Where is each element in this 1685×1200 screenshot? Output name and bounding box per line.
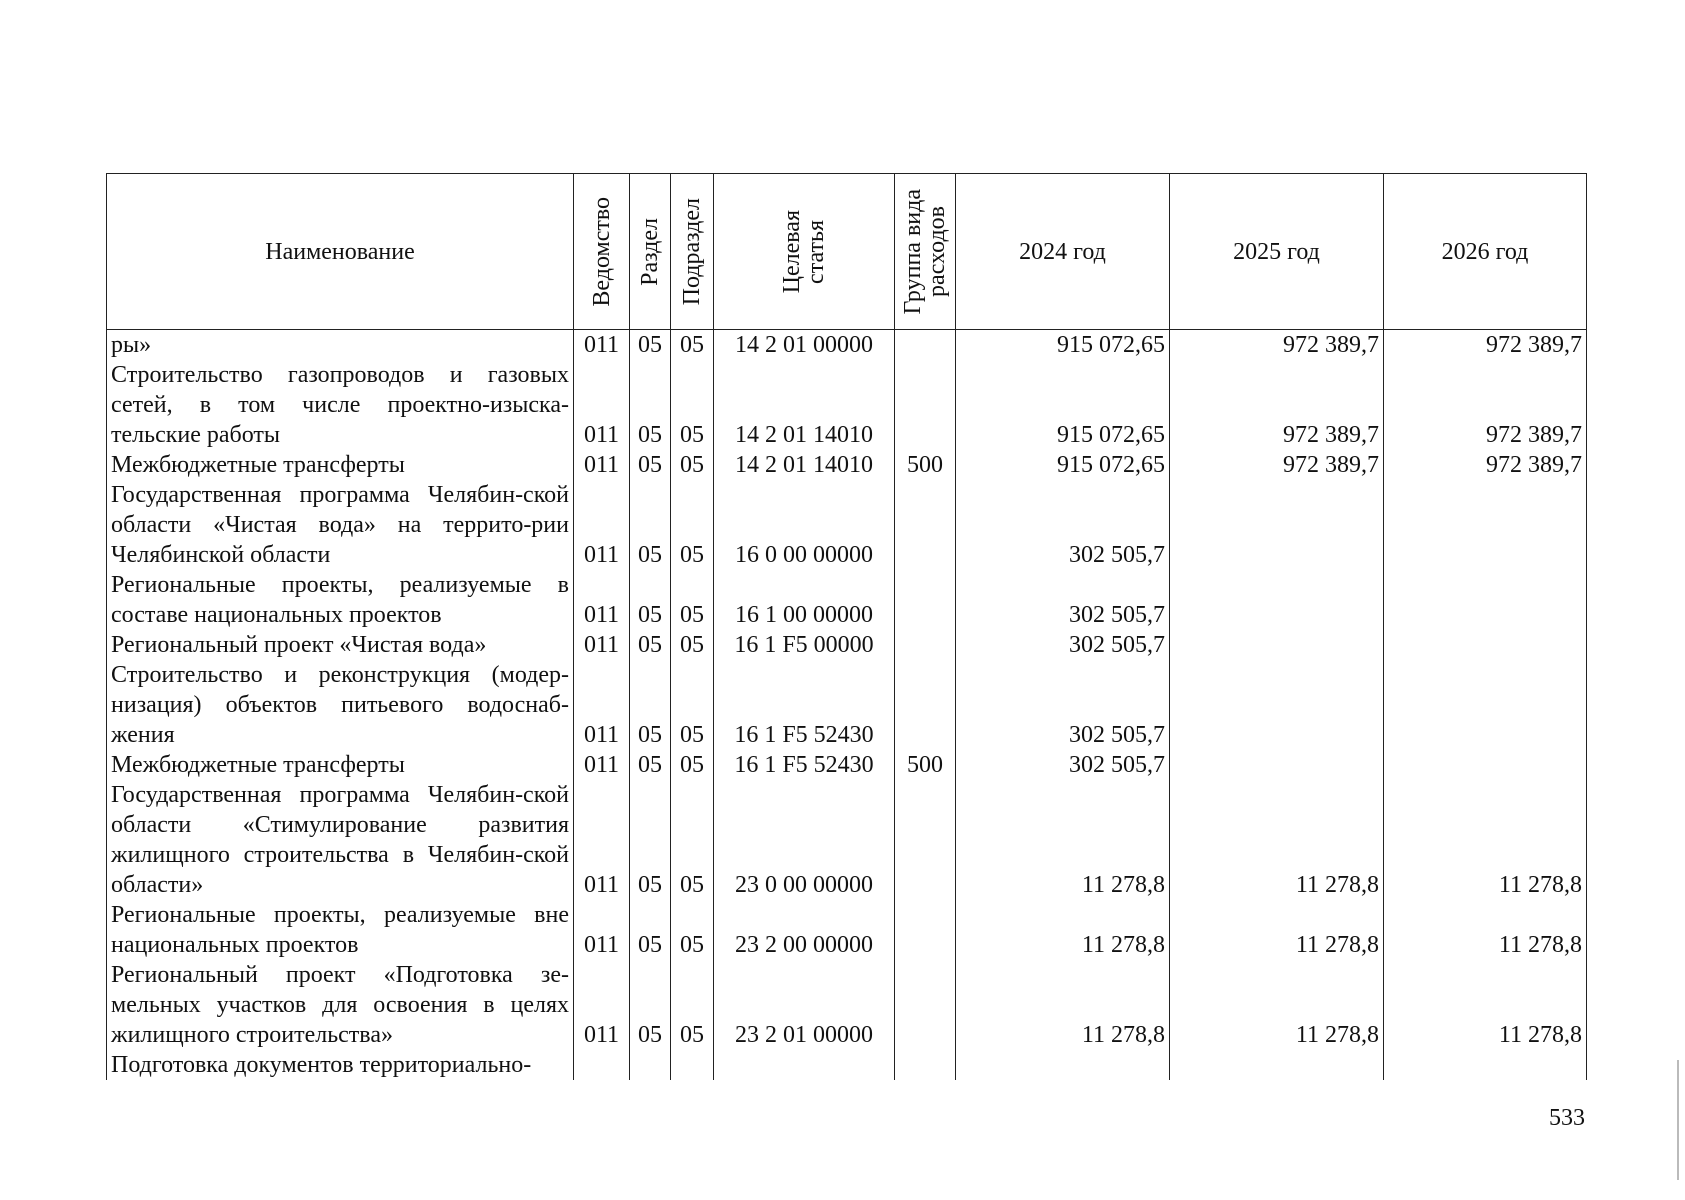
cell-2024: 302 505,7 [956, 480, 1170, 570]
cell-gruppa-vida [895, 480, 956, 570]
header-celevaya-line2: статья [803, 219, 829, 284]
cell-name: Государственная программа Челябин-ской области «Стимулирование развития жилищного строительства в Челябин-ской области» [107, 780, 574, 900]
cell-podrazdel: 05 [671, 360, 714, 450]
cell-vedomstvo: 011 [574, 330, 630, 361]
table-row [107, 780, 1587, 900]
cell-name: Строительство газопроводов и газовых сетей, в том числе проектно-изыска-тельские работы [107, 360, 574, 450]
header-podrazdel [671, 174, 714, 330]
cell-gruppa-vida [895, 1050, 956, 1080]
cell-2026 [1384, 630, 1587, 660]
cell-name: Строительство и реконструкция (модер-низация) объектов питьевого водоснаб-жения [107, 660, 574, 750]
cell-name: Подготовка документов территориально- [107, 1050, 574, 1080]
cell-name: Региональный проект «Чистая вода» [107, 630, 574, 660]
cell-2026: 11 278,8 [1384, 780, 1587, 900]
cell-2026: 972 389,7 [1384, 360, 1587, 450]
cell-razdel: 05 [630, 330, 671, 361]
cell-celevaya-statya: 16 1 F5 52430 [714, 750, 895, 780]
header-2024: 2024 год [956, 174, 1170, 330]
cell-name: Межбюджетные трансферты [107, 750, 574, 780]
cell-2025: 11 278,8 [1170, 900, 1384, 960]
table-row [107, 450, 1587, 480]
cell-vedomstvo: 011 [574, 450, 630, 480]
cell-2024: 302 505,7 [956, 660, 1170, 750]
cell-2026 [1384, 480, 1587, 570]
cell-gruppa-vida [895, 630, 956, 660]
cell-podrazdel: 05 [671, 450, 714, 480]
cell-celevaya-statya: 16 1 00 00000 [714, 570, 895, 630]
table-row [107, 480, 1587, 570]
cell-2024: 915 072,65 [956, 360, 1170, 450]
table-row [107, 330, 1587, 361]
cell-name: Межбюджетные трансферты [107, 450, 574, 480]
cell-2025: 972 389,7 [1170, 330, 1384, 361]
cell-2024: 11 278,8 [956, 780, 1170, 900]
cell-gruppa-vida [895, 570, 956, 630]
cell-razdel: 05 [630, 570, 671, 630]
cell-2024: 915 072,65 [956, 330, 1170, 361]
cell-podrazdel: 05 [671, 570, 714, 630]
cell-2026: 972 389,7 [1384, 330, 1587, 361]
cell-podrazdel: 05 [671, 960, 714, 1050]
budget-table [106, 173, 1587, 1080]
cell-celevaya-statya [714, 1050, 895, 1080]
cell-2026: 11 278,8 [1384, 960, 1587, 1050]
cell-celevaya-statya: 23 2 01 00000 [714, 960, 895, 1050]
cell-celevaya-statya: 23 2 00 00000 [714, 900, 895, 960]
header-gruppa-vida-rashodov [895, 174, 956, 330]
cell-vedomstvo: 011 [574, 900, 630, 960]
header-name: Наименование [107, 174, 574, 330]
cell-podrazdel: 05 [671, 330, 714, 361]
header-vedomstvo [574, 174, 630, 330]
cell-2025: 11 278,8 [1170, 960, 1384, 1050]
cell-razdel: 05 [630, 630, 671, 660]
cell-celevaya-statya: 16 1 F5 00000 [714, 630, 895, 660]
cell-vedomstvo: 011 [574, 630, 630, 660]
header-razdel [630, 174, 671, 330]
cell-razdel: 05 [630, 750, 671, 780]
cell-2025: 11 278,8 [1170, 780, 1384, 900]
cell-razdel: 05 [630, 900, 671, 960]
cell-podrazdel: 05 [671, 630, 714, 660]
cell-vedomstvo: 011 [574, 570, 630, 630]
header-gruppa-line1: Группа вида [900, 188, 926, 315]
cell-vedomstvo: 011 [574, 360, 630, 450]
header-celevaya-line1: Целевая [779, 209, 805, 294]
cell-name: Региональные проекты, реализуемые вне национальных проектов [107, 900, 574, 960]
cell-2026: 11 278,8 [1384, 900, 1587, 960]
cell-2026 [1384, 660, 1587, 750]
cell-gruppa-vida: 500 [895, 750, 956, 780]
cell-celevaya-statya: 16 1 F5 52430 [714, 660, 895, 750]
table-row [107, 570, 1587, 630]
header-2025: 2025 год [1170, 174, 1384, 330]
cell-celevaya-statya: 14 2 01 14010 [714, 360, 895, 450]
cell-gruppa-vida [895, 360, 956, 450]
table-body [107, 330, 1587, 1081]
cell-name: Региональный проект «Подготовка зе-мельных участков для освоения в целях жилищного строительства» [107, 960, 574, 1050]
table-row [107, 630, 1587, 660]
cell-2025 [1170, 1050, 1384, 1080]
cell-razdel: 05 [630, 960, 671, 1050]
table-row [107, 960, 1587, 1050]
cell-celevaya-statya: 23 0 00 00000 [714, 780, 895, 900]
cell-gruppa-vida [895, 900, 956, 960]
cell-2025 [1170, 750, 1384, 780]
cell-podrazdel [671, 1050, 714, 1080]
cell-gruppa-vida [895, 960, 956, 1050]
cell-razdel [630, 1050, 671, 1080]
cell-2026 [1384, 750, 1587, 780]
cell-podrazdel: 05 [671, 660, 714, 750]
cell-gruppa-vida [895, 330, 956, 361]
header-vedomstvo-label: Ведомство [588, 196, 615, 307]
cell-podrazdel: 05 [671, 900, 714, 960]
header-gruppa-line2: расходов [924, 206, 950, 297]
cell-celevaya-statya: 14 2 01 00000 [714, 330, 895, 361]
table-row [107, 750, 1587, 780]
table-row [107, 1050, 1587, 1080]
table-row [107, 900, 1587, 960]
cell-2025: 972 389,7 [1170, 360, 1384, 450]
header-celevaya-statya [714, 174, 895, 330]
cell-vedomstvo: 011 [574, 750, 630, 780]
table-row [107, 360, 1587, 450]
cell-2025 [1170, 570, 1384, 630]
cell-2025 [1170, 660, 1384, 750]
cell-vedomstvo: 011 [574, 480, 630, 570]
cell-2025 [1170, 630, 1384, 660]
cell-vedomstvo [574, 1050, 630, 1080]
cell-2024 [956, 1050, 1170, 1080]
header-2026: 2026 год [1384, 174, 1587, 330]
cell-vedomstvo: 011 [574, 960, 630, 1050]
scan-edge-line [1677, 1060, 1679, 1180]
page-number: 533 [1549, 1105, 1585, 1131]
cell-celevaya-statya: 14 2 01 14010 [714, 450, 895, 480]
cell-2024: 11 278,8 [956, 960, 1170, 1050]
cell-celevaya-statya: 16 0 00 00000 [714, 480, 895, 570]
cell-2024: 11 278,8 [956, 900, 1170, 960]
cell-name: ры» [107, 330, 574, 361]
cell-2024: 302 505,7 [956, 750, 1170, 780]
table-row [107, 660, 1587, 750]
header-row [107, 174, 1587, 330]
cell-gruppa-vida [895, 780, 956, 900]
cell-gruppa-vida [895, 660, 956, 750]
cell-razdel: 05 [630, 480, 671, 570]
cell-2025 [1170, 480, 1384, 570]
cell-2026: 972 389,7 [1384, 450, 1587, 480]
cell-podrazdel: 05 [671, 780, 714, 900]
header-razdel-label: Раздел [637, 217, 663, 286]
cell-razdel: 05 [630, 660, 671, 750]
header-podrazdel-label: Подраздел [679, 197, 705, 306]
cell-2026 [1384, 570, 1587, 630]
cell-2024: 915 072,65 [956, 450, 1170, 480]
cell-podrazdel: 05 [671, 750, 714, 780]
cell-2024: 302 505,7 [956, 630, 1170, 660]
cell-vedomstvo: 011 [574, 660, 630, 750]
cell-2024: 302 505,7 [956, 570, 1170, 630]
cell-razdel: 05 [630, 360, 671, 450]
cell-razdel: 05 [630, 450, 671, 480]
cell-gruppa-vida: 500 [895, 450, 956, 480]
cell-2025: 972 389,7 [1170, 450, 1384, 480]
cell-name: Государственная программа Челябин-ской области «Чистая вода» на террито-рии Челябинской области [107, 480, 574, 570]
cell-name: Региональные проекты, реализуемые в составе национальных проектов [107, 570, 574, 630]
cell-podrazdel: 05 [671, 480, 714, 570]
cell-razdel: 05 [630, 780, 671, 900]
cell-vedomstvo: 011 [574, 780, 630, 900]
cell-2026 [1384, 1050, 1587, 1080]
